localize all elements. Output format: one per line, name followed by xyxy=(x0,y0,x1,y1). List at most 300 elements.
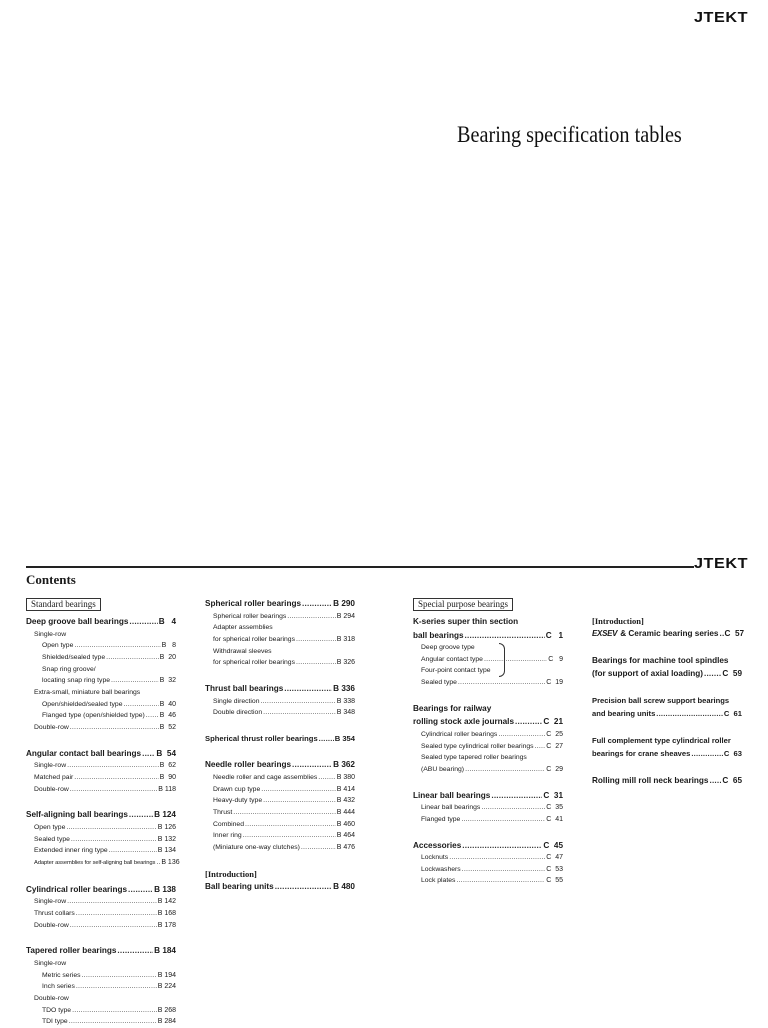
toc-entry-title: K-series super thin section xyxy=(413,617,519,626)
toc-entry-title: ball bearings xyxy=(413,630,464,640)
dot-leader xyxy=(535,741,546,753)
toc-heading-entry[interactable] xyxy=(26,615,176,629)
page-number: B 480 xyxy=(333,881,355,891)
dot-leader xyxy=(449,852,545,864)
dot-leader xyxy=(74,640,160,652)
page-number: C 53 xyxy=(546,865,563,873)
page-number: B 336 xyxy=(333,684,355,694)
dot-leader xyxy=(704,667,721,681)
toc-entry[interactable] xyxy=(26,1016,176,1028)
toc-heading-entry[interactable] xyxy=(205,758,355,772)
page-number: B 460 xyxy=(336,820,355,828)
dot-leader xyxy=(106,652,159,664)
toc-entry-title: Spherical roller bearings xyxy=(213,612,287,620)
dot-leader xyxy=(76,908,157,920)
toc-entry[interactable] xyxy=(413,814,563,826)
toc-entry[interactable] xyxy=(26,664,176,676)
toc-heading-entry[interactable] xyxy=(592,707,742,721)
dot-leader xyxy=(292,758,332,772)
page-number: B 4 xyxy=(158,617,176,626)
toc-heading-entry[interactable] xyxy=(26,944,176,958)
toc-entry[interactable] xyxy=(26,640,176,652)
page-number: B 134 xyxy=(157,847,176,855)
page-number: C 47 xyxy=(546,854,563,862)
toc-entry[interactable] xyxy=(26,710,176,722)
dot-leader xyxy=(82,970,157,982)
dot-leader xyxy=(233,807,335,819)
toc-entry-title: Deep groove type xyxy=(421,644,475,651)
page-number: B 464 xyxy=(336,832,355,840)
toc-entry-title: (Miniature one-way clutches) xyxy=(213,844,300,852)
page-number: C 19 xyxy=(546,679,563,687)
toc-entry[interactable] xyxy=(205,707,355,719)
toc-entry[interactable] xyxy=(26,629,176,641)
dot-leader xyxy=(287,611,335,623)
toc-entry[interactable] xyxy=(205,807,355,819)
dot-leader xyxy=(263,795,336,807)
toc-entry-title: Flanged type xyxy=(421,815,461,823)
toc-entry[interactable] xyxy=(26,920,176,932)
toc-entry[interactable] xyxy=(205,696,355,708)
toc-entry-title: for spherical roller bearings xyxy=(213,635,295,643)
toc-entry-title: Spherical roller bearings xyxy=(205,599,302,608)
toc-entry-title: Accessories xyxy=(413,840,462,850)
toc-entry-title: Rolling mill roll neck bearings xyxy=(592,775,709,785)
toc-entry-title: Tapered roller bearings xyxy=(26,946,117,956)
dot-leader xyxy=(275,880,332,894)
toc-entry-title: Deep groove ball bearings xyxy=(26,617,129,626)
toc-entry-title: Spherical thrust roller bearings xyxy=(205,733,318,743)
toc-entry[interactable] xyxy=(205,622,355,634)
dot-leader xyxy=(245,819,336,831)
toc-column-introduction xyxy=(592,597,745,787)
dot-leader xyxy=(109,845,157,857)
toc-entry-title: Single-row xyxy=(34,959,67,967)
dot-leader xyxy=(129,808,153,822)
dot-leader xyxy=(263,707,336,719)
page-number: B 40 xyxy=(159,700,176,708)
toc-entry[interactable] xyxy=(26,699,176,711)
toc-entry-title: Precision ball screw support bearings xyxy=(592,695,730,705)
spacer xyxy=(26,795,176,808)
section-divider xyxy=(26,566,694,568)
toc-entry[interactable] xyxy=(26,760,176,772)
dot-leader xyxy=(117,944,153,958)
toc-entry-title: Shielded/sealed type xyxy=(42,653,106,661)
toc-entry[interactable] xyxy=(205,842,355,854)
spacer xyxy=(205,745,355,758)
dot-leader xyxy=(301,842,336,854)
section-label-standard: Standard bearings xyxy=(26,598,101,611)
page-number: C 29 xyxy=(546,765,563,773)
page-number: B 20 xyxy=(159,653,176,661)
introduction-label: [Introduction] xyxy=(592,616,644,626)
toc-heading-entry[interactable] xyxy=(592,627,745,641)
toc-entry-title: (ABU bearing) xyxy=(421,765,465,773)
toc-entry[interactable] xyxy=(26,722,176,734)
toc-entry-title: Flanged type (open/shielded type) xyxy=(42,712,145,720)
page-number: B 338 xyxy=(336,697,355,705)
dot-leader xyxy=(261,784,335,796)
dot-leader xyxy=(296,634,336,646)
dot-leader xyxy=(461,814,545,826)
toc-entry-title: Angular contact ball bearings xyxy=(26,748,142,758)
page-number: C 55 xyxy=(546,877,563,885)
page-number: B 224 xyxy=(157,983,176,991)
toc-entry[interactable] xyxy=(413,875,563,887)
dot-leader xyxy=(515,715,542,729)
toc-heading-entry[interactable] xyxy=(592,747,742,761)
dot-leader xyxy=(720,627,724,641)
spacer xyxy=(26,870,176,883)
toc-entry[interactable] xyxy=(205,634,355,646)
dot-leader xyxy=(66,822,156,834)
page-number: B 124 xyxy=(154,810,176,820)
page-number: B 138 xyxy=(154,884,176,894)
toc-heading-entry[interactable] xyxy=(205,880,355,894)
dot-leader xyxy=(69,1016,157,1028)
toc-entry[interactable] xyxy=(26,908,176,920)
dot-leader xyxy=(484,654,547,666)
spacer xyxy=(205,719,355,732)
toc-entry[interactable] xyxy=(26,958,176,970)
toc-entry-title: Sealed type tapered roller bearings xyxy=(421,754,527,762)
toc-entry-title: Linear ball bearings xyxy=(413,790,491,800)
dot-leader xyxy=(129,615,157,629)
grouping-brace xyxy=(499,643,505,677)
toc-entry[interactable] xyxy=(205,795,355,807)
toc-entry-title: Open type xyxy=(42,642,74,650)
page-number: B 294 xyxy=(336,612,355,620)
toc-entry-title: Lock plates xyxy=(421,877,456,885)
toc-heading-entry[interactable] xyxy=(413,615,563,629)
page-number: B 290 xyxy=(333,599,355,608)
toc-entry-title: Heavy-duty type xyxy=(213,797,263,805)
dot-leader xyxy=(284,682,332,696)
page-number: B 54 xyxy=(156,748,176,758)
dot-leader xyxy=(498,729,545,741)
toc-entry-title: Extra-small, miniature ball bearings xyxy=(34,689,141,697)
contents-heading: Contents xyxy=(26,572,76,587)
dot-leader xyxy=(318,772,335,784)
page-number: B 62 xyxy=(159,762,176,770)
toc-entry-title: Single-row xyxy=(34,898,67,906)
dot-leader xyxy=(302,597,332,611)
page-number: B 268 xyxy=(157,1006,176,1014)
toc-entry-title: Cylindrical roller bearings xyxy=(26,884,128,894)
spacer xyxy=(205,854,355,867)
page-number: C 65 xyxy=(722,775,742,785)
spacer xyxy=(205,669,355,682)
toc-entry[interactable] xyxy=(413,729,563,741)
page-number: B 132 xyxy=(157,835,176,843)
page-number: B 118 xyxy=(158,785,176,793)
toc-entry[interactable] xyxy=(413,764,563,776)
dot-leader xyxy=(491,789,542,803)
dot-leader xyxy=(111,675,159,687)
page-number: C 25 xyxy=(546,730,563,738)
page-number: B 142 xyxy=(157,898,176,906)
dot-leader xyxy=(124,699,159,711)
toc-entry-title: Drawn cup type xyxy=(213,785,261,793)
page-number: C 27 xyxy=(546,742,563,750)
toc-entry-title: Thrust collars xyxy=(34,909,75,917)
dot-leader xyxy=(456,875,545,887)
toc-entry-title: bearings for crane sheaves xyxy=(592,749,691,758)
toc-entry[interactable] xyxy=(413,642,563,654)
toc-heading-entry[interactable] xyxy=(592,734,742,748)
toc-heading-entry[interactable] xyxy=(413,629,563,643)
toc-entry[interactable] xyxy=(413,677,563,689)
toc-heading-entry[interactable] xyxy=(413,789,563,803)
toc-entry-title: Double-row xyxy=(34,994,69,1002)
page-number: C 61 xyxy=(723,709,742,718)
toc-heading-entry[interactable] xyxy=(413,839,563,853)
page-number: C 1 xyxy=(545,630,563,640)
page-number: B 362 xyxy=(333,760,355,770)
dot-leader xyxy=(243,830,336,842)
toc-entry[interactable] xyxy=(205,772,355,784)
toc-heading-entry[interactable] xyxy=(205,732,355,746)
toc-entry-title: Double-row xyxy=(34,785,69,793)
toc-entry-title: Needle roller and cage assemblies xyxy=(213,773,318,781)
page-number: B 380 xyxy=(336,773,355,781)
toc-entry-title: Open/shielded/sealed type xyxy=(42,700,123,708)
dot-leader xyxy=(465,764,545,776)
page-number: B 194 xyxy=(157,971,176,979)
section-label-special: Special purpose bearings xyxy=(413,598,513,611)
toc-entry[interactable] xyxy=(26,784,176,796)
toc-heading-entry[interactable] xyxy=(592,654,742,668)
page-number: B 348 xyxy=(336,709,355,717)
toc-entry[interactable] xyxy=(26,1005,176,1017)
dot-leader xyxy=(74,772,158,784)
toc-entry-title: Double-row xyxy=(34,921,69,929)
dot-leader xyxy=(260,696,335,708)
toc-entry-title: Extended inner ring type xyxy=(34,847,108,855)
exsev-logo: EXSEV xyxy=(592,629,618,638)
page-number: B 178 xyxy=(157,921,176,929)
toc-entry-title: Double direction xyxy=(213,709,263,717)
toc-entry-title: TDI type xyxy=(42,1018,68,1026)
page-number: C 59 xyxy=(722,669,742,678)
dot-leader xyxy=(76,981,157,993)
toc-entry[interactable] xyxy=(26,772,176,784)
toc-entry[interactable] xyxy=(205,784,355,796)
toc-entry-title: rolling stock axle journals xyxy=(413,717,515,727)
page-number: C 31 xyxy=(543,790,563,800)
toc-entry-title: Needle roller bearings xyxy=(205,760,292,770)
toc-entry[interactable] xyxy=(26,993,176,1005)
toc-entry-title: Self-aligning ball bearings xyxy=(26,810,128,820)
page-number: B 284 xyxy=(157,1018,176,1026)
toc-entry-title-text: & Ceramic bearing series xyxy=(620,629,719,638)
page-number: B 354 xyxy=(334,733,355,743)
toc-heading-entry[interactable] xyxy=(26,747,176,761)
dot-leader xyxy=(70,920,157,932)
toc-entry-title: Combined xyxy=(213,820,244,828)
toc-entry-title: Bearings for railway xyxy=(413,703,492,713)
toc-heading-entry[interactable] xyxy=(26,883,176,897)
toc-heading-entry[interactable] xyxy=(592,667,742,681)
toc-entry-title: (for support of axial loading) xyxy=(592,669,703,678)
page-number: B 476 xyxy=(336,844,355,852)
page-number: C 63 xyxy=(723,749,742,758)
dot-leader xyxy=(128,883,153,897)
dot-leader xyxy=(70,722,159,734)
page-number: B 444 xyxy=(336,809,355,817)
page-number: C 57 xyxy=(724,629,745,638)
toc-entry-title: Open type xyxy=(34,823,66,831)
toc-heading-entry[interactable] xyxy=(592,694,742,708)
toc-entry[interactable] xyxy=(413,665,563,677)
toc-entry[interactable] xyxy=(205,646,355,658)
toc-entry[interactable] xyxy=(205,611,355,623)
dot-leader xyxy=(146,710,159,722)
jtekt-logo-top: JTEKT xyxy=(693,9,748,26)
spacer xyxy=(592,721,742,734)
toc-column-special xyxy=(413,597,563,887)
toc-entry-title: Lockwashers xyxy=(421,865,461,873)
dot-leader xyxy=(691,747,722,761)
toc-heading-entry[interactable] xyxy=(413,702,563,716)
page-number: B 326 xyxy=(336,659,355,667)
toc-entry-title: Adapter assemblies for self-aligning ball bearings xyxy=(34,860,156,867)
dot-leader xyxy=(458,677,545,689)
jtekt-logo-contents: JTEKT xyxy=(693,555,748,572)
toc-entry-title: Sealed type xyxy=(34,835,70,843)
page-number: C 9 xyxy=(548,655,563,663)
page-number: B 318 xyxy=(336,635,355,643)
dot-leader xyxy=(142,747,155,761)
toc-heading-entry[interactable] xyxy=(592,774,742,788)
dot-leader xyxy=(67,896,157,908)
toc-entry[interactable] xyxy=(413,852,563,864)
toc-entry[interactable] xyxy=(205,819,355,831)
dot-leader xyxy=(481,802,545,814)
page-number: B 126 xyxy=(157,823,176,831)
toc-entry-title: Adapter assemblies xyxy=(213,624,273,632)
toc-entry-title: Linear ball bearings xyxy=(421,804,481,812)
toc-column-standard xyxy=(26,597,180,1028)
page-title: Bearing specification tables xyxy=(457,122,682,147)
toc-entry-title: Thrust xyxy=(213,809,233,817)
toc-entry-title: Metric series xyxy=(42,971,81,979)
page-number: B 168 xyxy=(157,909,176,917)
page-number: C 41 xyxy=(546,815,563,823)
toc-entry-title: Thrust ball bearings xyxy=(205,684,284,694)
toc-entry-title: Ball bearing units xyxy=(205,881,274,891)
toc-entry[interactable] xyxy=(413,864,563,876)
page-number: C 35 xyxy=(546,804,563,812)
toc-heading-entry[interactable] xyxy=(205,597,355,611)
page-number: B 32 xyxy=(159,677,176,685)
spacer xyxy=(26,734,176,747)
toc-entry[interactable] xyxy=(413,741,563,753)
page-number: B 52 xyxy=(159,724,176,732)
toc-entry-title: Single-row xyxy=(34,630,67,638)
dot-leader xyxy=(72,1005,157,1017)
dot-leader xyxy=(656,707,723,721)
toc-entry-title: Double-row xyxy=(34,724,69,732)
dot-leader xyxy=(462,839,542,853)
toc-column-standard-continued xyxy=(205,597,355,893)
toc-entry[interactable] xyxy=(205,657,355,669)
toc-entry[interactable] xyxy=(413,802,563,814)
page-number: B 90 xyxy=(159,774,176,782)
page-number: B 46 xyxy=(159,712,176,720)
toc-entry-title: Locknuts xyxy=(421,854,449,862)
toc-entry-title: Four-point contact type xyxy=(421,667,491,675)
toc-entry[interactable] xyxy=(413,752,563,764)
toc-entry-title: Inner ring xyxy=(213,832,242,840)
dot-leader xyxy=(67,760,159,772)
dot-leader xyxy=(465,629,545,643)
toc-entry-title: Sealed type xyxy=(421,679,457,687)
page-number: B 432 xyxy=(336,797,355,805)
toc-entry[interactable] xyxy=(26,822,176,834)
toc-entry[interactable] xyxy=(26,675,176,687)
toc-entry-title: Inch series xyxy=(42,983,75,991)
toc-entry-title: Snap ring groove/ xyxy=(42,665,96,673)
dot-leader xyxy=(156,857,160,869)
toc-heading-entry[interactable] xyxy=(26,808,176,822)
toc-entry-title: Single-row xyxy=(34,762,67,770)
toc-entry-title: Withdrawal sleeves xyxy=(213,647,272,655)
dot-leader xyxy=(462,864,546,876)
dot-leader xyxy=(71,834,157,846)
toc-entry[interactable] xyxy=(26,857,180,870)
page-number: C 45 xyxy=(543,840,563,850)
toc-entry-title: Angular contact type xyxy=(421,655,483,663)
page-number: B 136 xyxy=(161,859,180,867)
spacer xyxy=(26,931,176,944)
toc-entry[interactable] xyxy=(26,896,176,908)
toc-entry-title: and bearing units xyxy=(592,709,656,718)
spacer xyxy=(592,641,742,654)
toc-entry[interactable] xyxy=(413,654,563,666)
toc-entry[interactable] xyxy=(26,687,176,699)
toc-entry[interactable] xyxy=(26,834,176,846)
dot-leader xyxy=(709,774,721,788)
toc-entry[interactable] xyxy=(26,981,176,993)
toc-entry[interactable] xyxy=(26,652,176,664)
dot-leader xyxy=(70,784,157,796)
toc-entry[interactable] xyxy=(205,830,355,842)
dot-leader xyxy=(296,657,336,669)
spacer xyxy=(413,776,563,789)
toc-entry[interactable] xyxy=(26,970,176,982)
spacer xyxy=(413,689,563,702)
spacer xyxy=(413,826,563,839)
toc-heading-entry[interactable] xyxy=(413,715,563,729)
toc-entry-title: Sealed type cylindrical roller bearings xyxy=(421,742,534,750)
toc-entry-title: locating snap ring type xyxy=(42,677,111,685)
toc-entry-title: Single direction xyxy=(213,697,260,705)
spacer xyxy=(592,681,742,694)
toc-entry-title: TDO type xyxy=(42,1006,72,1014)
toc-heading-entry[interactable] xyxy=(205,682,355,696)
toc-entry-title xyxy=(592,627,719,641)
toc-entry-title: for spherical roller bearings xyxy=(213,659,295,667)
page-number: C 21 xyxy=(543,717,563,727)
toc-entry-title: Full complement type cylindrical roller xyxy=(592,735,731,745)
toc-entry[interactable] xyxy=(26,845,176,857)
toc-entry-title: Cylindrical roller bearings xyxy=(421,730,498,738)
spacer xyxy=(592,761,742,774)
page-number: B 414 xyxy=(336,785,355,793)
page-number: B 184 xyxy=(154,946,176,956)
